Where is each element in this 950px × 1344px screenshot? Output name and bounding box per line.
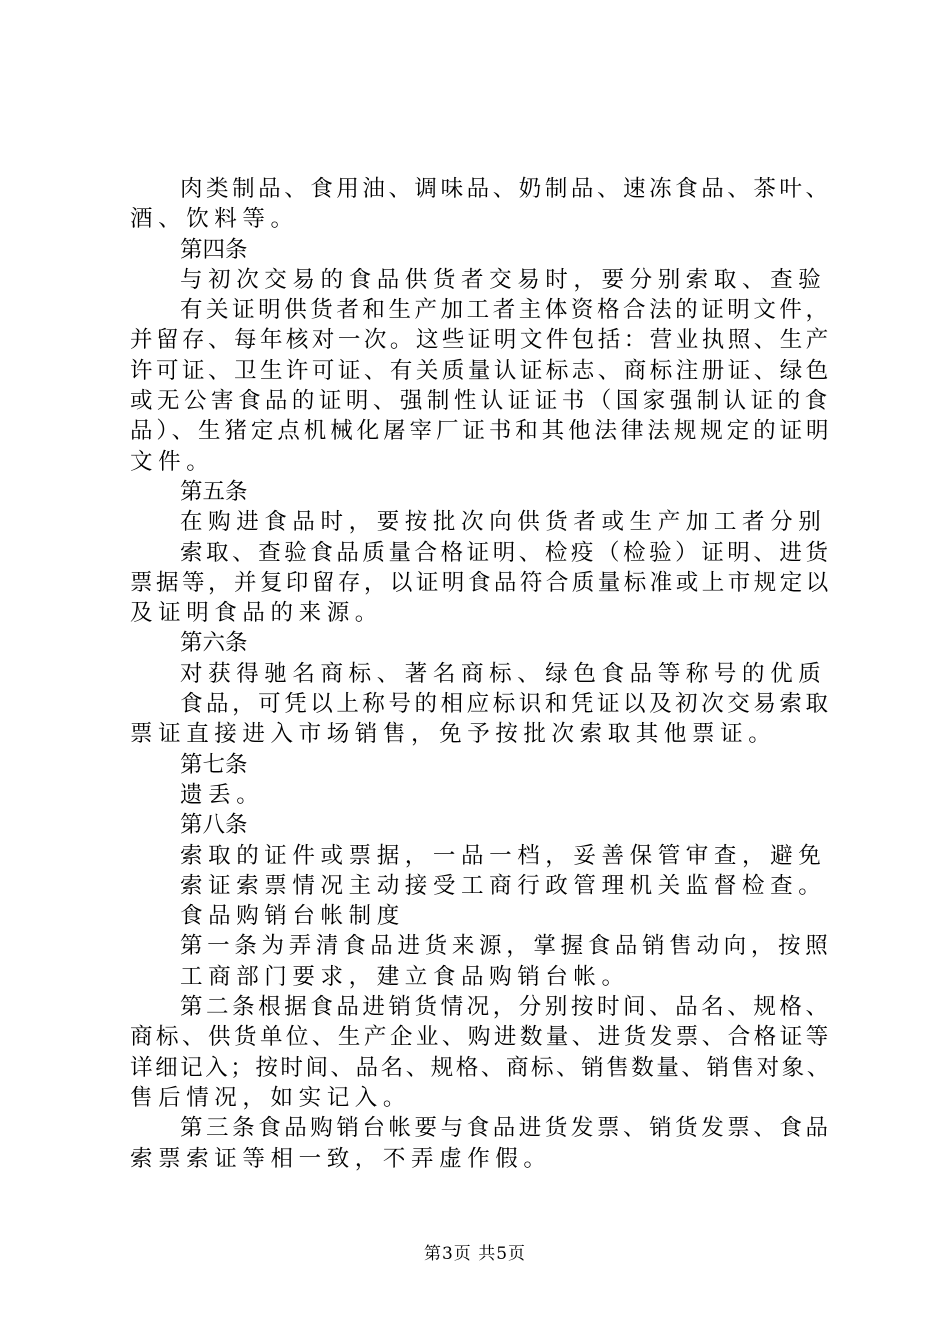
text-line: 对获得驰名商标、著名商标、绿色食品等称号的优质 — [180, 660, 827, 687]
text-line: 第八条 — [180, 812, 248, 839]
text-line: 商标、供货单位、生产企业、购进数量、进货发票、合格证等 — [130, 1024, 832, 1051]
document-body — [130, 174, 832, 1174]
text-line: 第五条 — [180, 478, 248, 505]
text-line: 肉类制品、食用油、调味品、奶制品、速冻食品、茶叶、 — [180, 176, 832, 202]
text-line: 在购进食品时，要按批次向供货者或生产加工者分别 — [180, 509, 827, 536]
text-line: 第七条 — [180, 751, 248, 778]
text-line: 索票索证等相一致，不弄虚作假。 — [130, 1145, 552, 1172]
text-line: 酒、饮料等。 — [130, 206, 299, 233]
text-line: 并留存、每年核对一次。这些证明文件包括：营业执照、生产 — [130, 327, 832, 354]
text-line: 第六条 — [180, 630, 248, 657]
text-line: 第二条根据食品进销货情况，分别按时间、品名、规格、 — [180, 994, 832, 1021]
text-line: 工商部门要求，建立食品购销台帐。 — [180, 963, 630, 990]
text-line: 索取、查验食品质量合格证明、检疫（检验）证明、进货 — [180, 539, 832, 566]
text-line: 第三条食品购销台帐要与食品进货发票、销货发票、食品 — [180, 1115, 832, 1142]
text-line: 文件。 — [130, 448, 215, 475]
text-line: 有关证明供货者和生产加工者主体资格合法的证明文件， — [180, 297, 832, 324]
text-line: 第四条 — [180, 236, 248, 263]
page-footer: 第3页 共5页 — [423, 1244, 527, 1264]
text-line: 索取的证件或票据，一品一档，妥善保管审查，避免 — [180, 842, 827, 869]
text-line: 食品，可凭以上称号的相应标识和凭证以及初次交易索取 — [180, 691, 832, 718]
text-line: 索证索票情况主动接受工商行政管理机关监督检查。 — [180, 872, 827, 899]
text-line: 详细记入；按时间、品名、规格、商标、销售数量、销售对象、 — [130, 1054, 832, 1081]
text-line: 许可证、卫生许可证、有关质量认证标志、商标注册证、绿色 — [130, 357, 832, 384]
text-line: 品）、生猪定点机械化屠宰厂证书和其他法律法规规定的证明 — [130, 418, 833, 445]
text-line: 第一条为弄清食品进货来源，掌握食品销售动向，按照 — [180, 933, 833, 960]
text-line: 或无公害食品的证明、强制性认证证书（国家强制认证的食 — [130, 388, 832, 415]
text-line: 与初次交易的食品供货者交易时，要分别索取、查验 — [180, 266, 827, 293]
text-line: 遗丢。 — [180, 781, 265, 808]
text-line: 售后情况，如实记入。 — [130, 1084, 412, 1111]
text-line: 及证明食品的来源。 — [130, 600, 383, 627]
text-line: 票据等，并复印留存，以证明食品符合质量标准或上市规定以 — [130, 569, 832, 596]
text-line: 票证直接进入市场销售，免予按批次索取其他票证。 — [130, 721, 777, 748]
text-line: 食品购销台帐制度 — [180, 903, 405, 930]
